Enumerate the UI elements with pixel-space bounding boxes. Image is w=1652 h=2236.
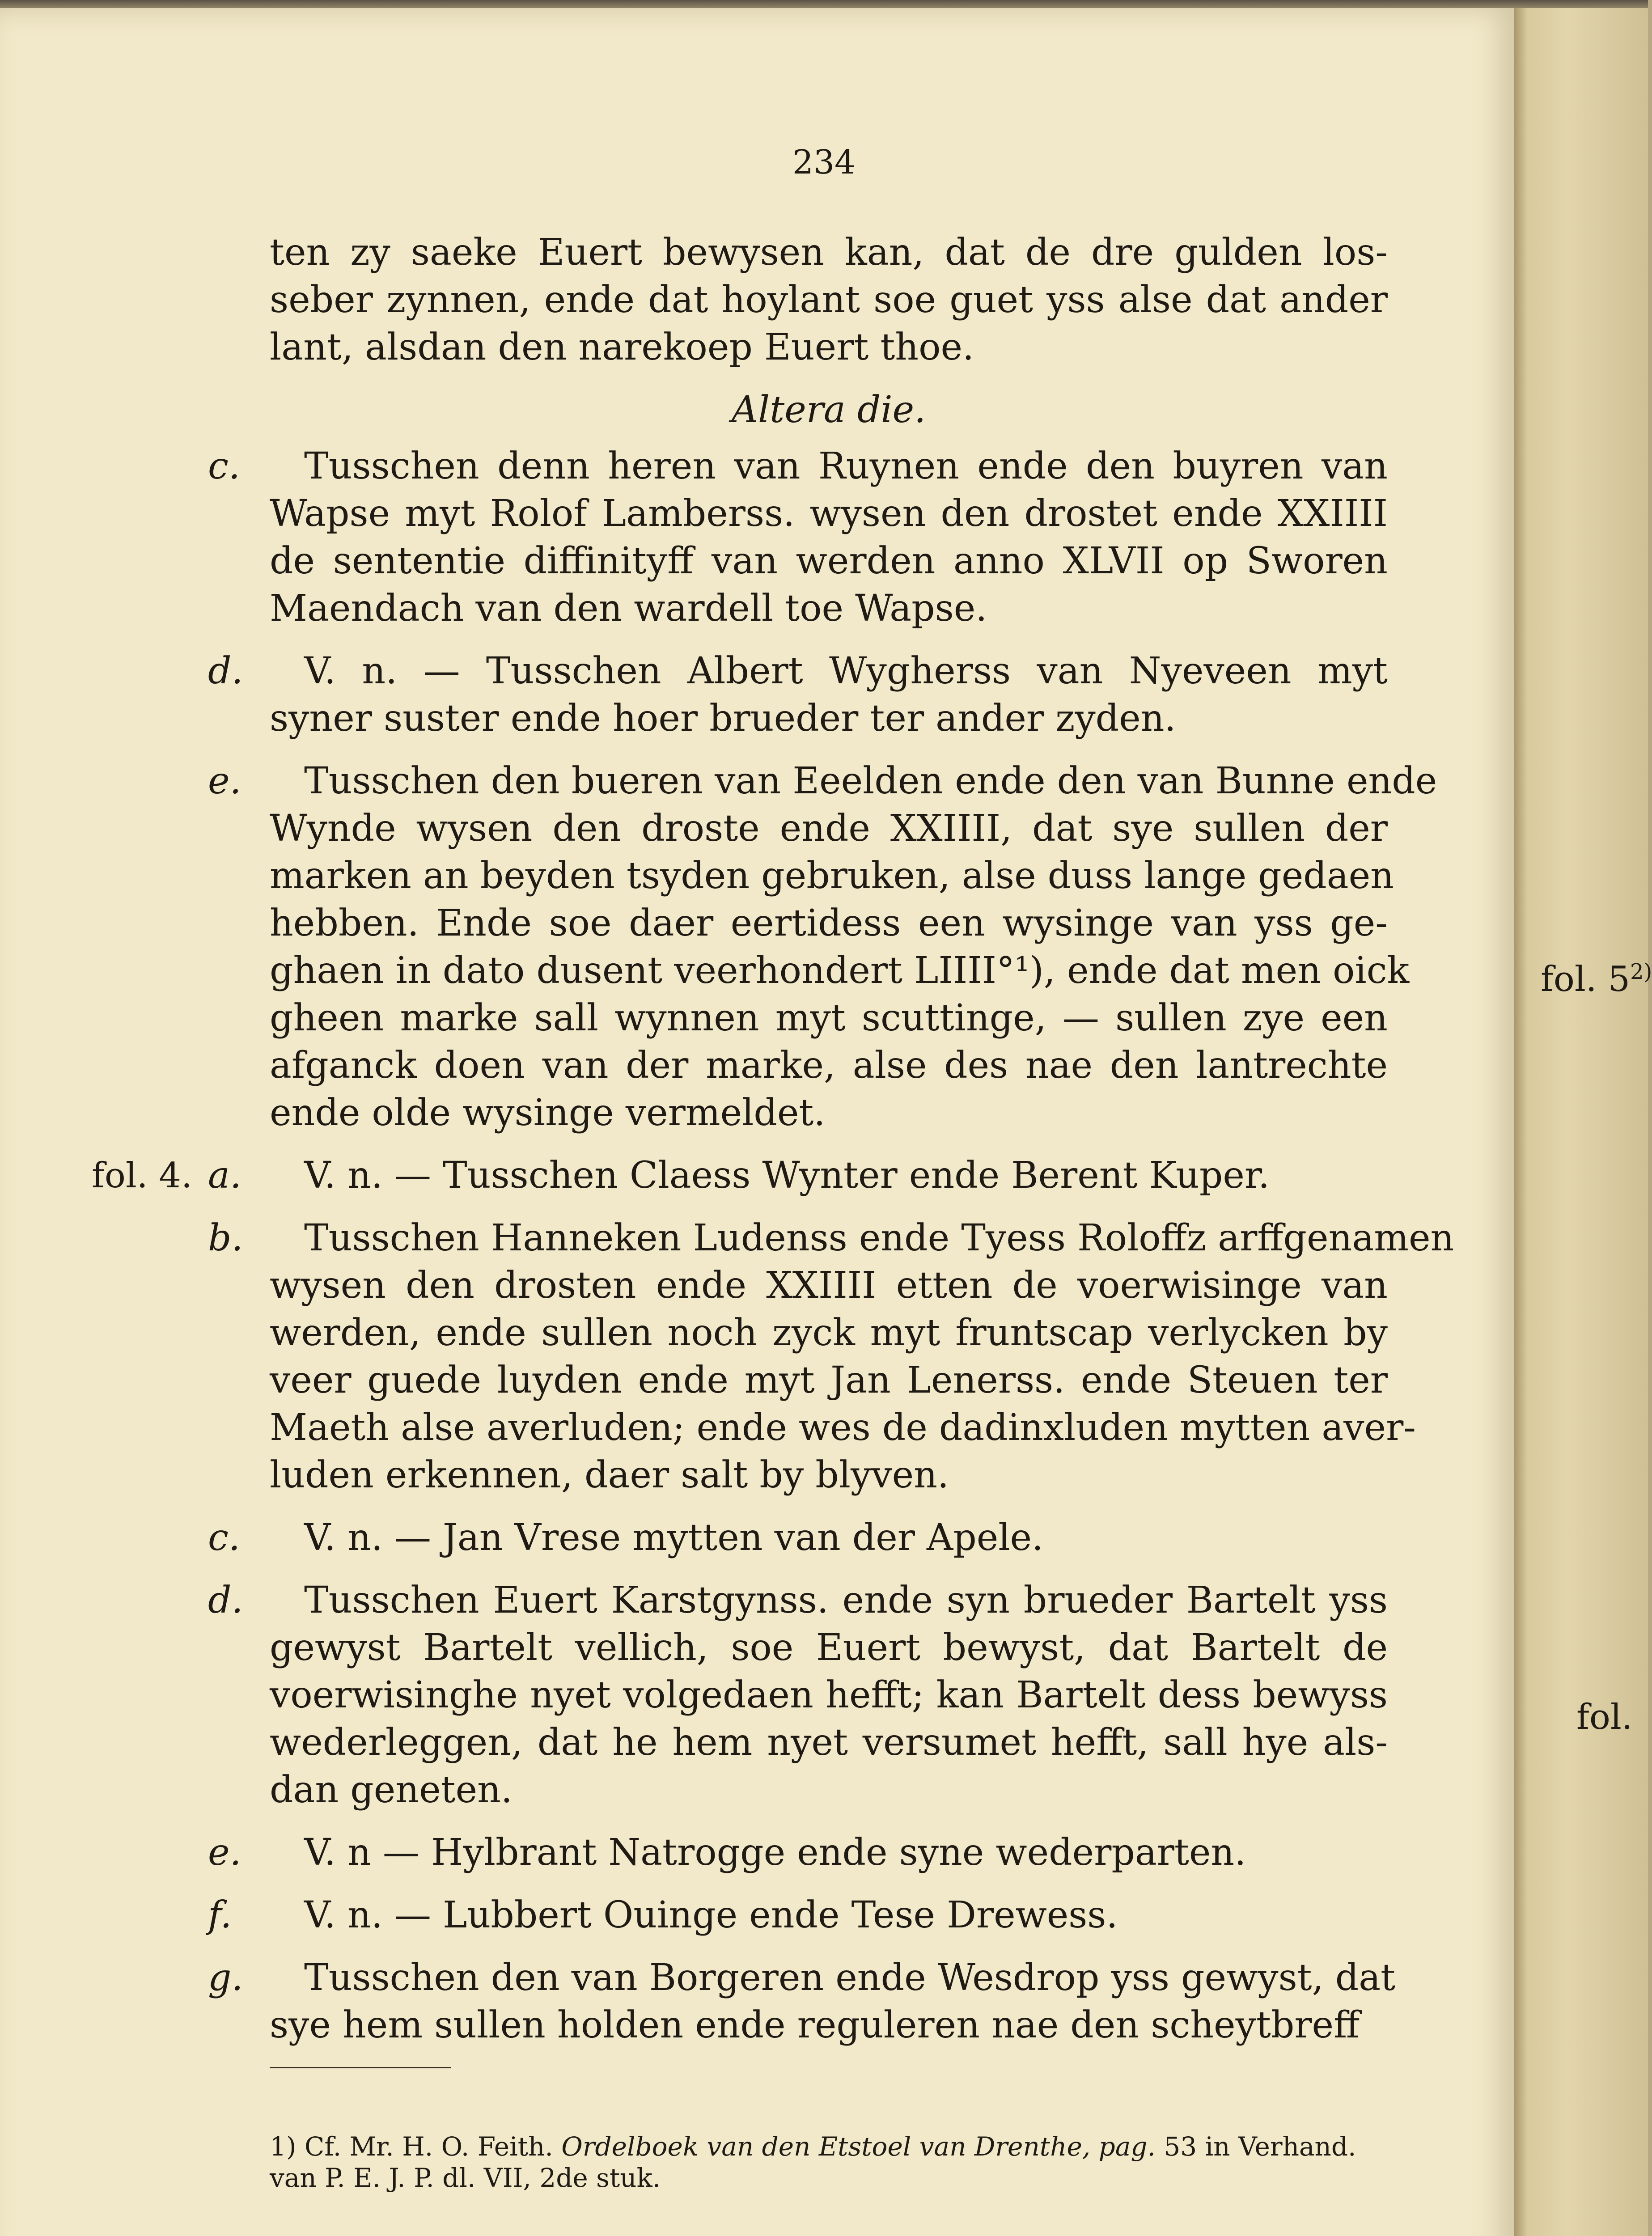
text-line: V. n. — Jan Vrese mytten van der Apele.	[304, 1516, 1044, 1559]
text-line: Maeth alse averluden; ende wes de dadinxluden mytten aver-	[270, 1406, 1416, 1449]
paragraph-label: a.	[208, 1154, 241, 1197]
right-margin-folio-1: fol. 5$^{2)}$	[1541, 959, 1652, 999]
text-line: Wynde wysen den droste ende XXIIII, dat sye sullen der	[270, 807, 1388, 850]
paragraph-label: f.	[208, 1894, 232, 1936]
footnote-line-2: van P. E. J. P. dl. VII, 2de stuk.	[270, 2163, 661, 2193]
text-line: gheen marke sall wynnen myt scuttinge, — sullen zye een	[270, 997, 1388, 1039]
text-line: hebben. Ende soe daer eertidess een wysinge van yss ge-	[270, 902, 1388, 944]
section-heading: Altera die.	[731, 389, 926, 431]
text-line: voerwisinghe nyet volgedaen hefft; kan Bartelt dess bewyss	[270, 1674, 1388, 1716]
text-line: V. n. — Tusschen Albert Wygherss van Nyeveen myt	[304, 650, 1388, 692]
next-page-edge	[1514, 8, 1648, 2236]
paragraph-label: e.	[208, 1831, 241, 1874]
text-line: sye hem sullen holden ende reguleren nae den scheytbreff	[270, 2004, 1360, 2046]
text-line: dan geneten.	[270, 1769, 513, 1811]
text-line: Wapse myt Rolof Lamberss. wysen den drostet ende XXIIII	[270, 492, 1388, 535]
footnote-line-1: 1) Cf. Mr. H. O. Feith. Ordelboek van den Etstoel van Drenthe, pag. 53 in Verhand.	[270, 2131, 1356, 2162]
text-line: Tusschen Euert Karstgynss. ende syn brueder Bartelt yss	[304, 1579, 1388, 1622]
text-line: seber zynnen, ende dat hoylant soe guet yss alse dat ander	[270, 279, 1388, 321]
text-line: luden erkennen, daer salt by blyven.	[270, 1454, 949, 1496]
text-line: Tusschen den van Borgeren ende Wesdrop yss gewyst, dat	[304, 1956, 1396, 1999]
text-line: V. n — Hylbrant Natrogge ende syne wederparten.	[304, 1831, 1246, 1874]
text-line: marken an beyden tsyden gebruken, alse duss lange gedaen	[270, 855, 1394, 897]
paragraph-label: c.	[208, 1516, 240, 1559]
text-line: wederleggen, dat he hem nyet versumet hefft, sall hye als-	[270, 1721, 1388, 1764]
text-line: Maendach van den wardell toe Wapse.	[270, 587, 987, 630]
text-line: lant, alsdan den narekoep Euert thoe.	[270, 326, 974, 368]
paragraph-label: d.	[208, 1579, 243, 1622]
footnote-rule	[270, 2067, 451, 2068]
text-line: Tusschen Hanneken Ludenss ende Tyess Roloffz arffgenamen	[304, 1217, 1454, 1259]
paragraph-label: d.	[208, 650, 243, 692]
text-line: Tusschen den bueren van Eeelden ende den van Bunne ende	[304, 760, 1437, 802]
text-line: gewyst Bartelt vellich, soe Euert bewyst, dat Bartelt de	[270, 1626, 1388, 1669]
text-line: afganck doen van der marke, alse des nae den lantrechte	[270, 1044, 1388, 1087]
paragraph-label: c.	[208, 445, 240, 487]
right-margin-folio-2: fol.	[1576, 1697, 1633, 1737]
text-line: V. n. — Tusschen Claess Wynter ende Berent Kuper.	[304, 1154, 1270, 1197]
paragraph-label: b.	[208, 1217, 243, 1259]
text-line: ten zy saeke Euert bewysen kan, dat de dre gulden los-	[270, 231, 1388, 274]
text-line: syner suster ende hoer brueder ter ander zyden.	[270, 697, 1176, 740]
page-number: 234	[792, 143, 856, 182]
text-line: wysen den drosten ende XXIIII etten de voerwisinge van	[270, 1264, 1388, 1307]
paragraph-label: g.	[208, 1956, 243, 1999]
text-line: werden, ende sullen noch zyck myt fruntscap verlycken by	[270, 1312, 1388, 1354]
text-line: V. n. — Lubbert Ouinge ende Tese Drewess.	[304, 1894, 1118, 1936]
text-line: Tusschen denn heren van Ruynen ende den buyren van	[304, 445, 1388, 487]
text-line: de sententie diffinityff van werden anno XLVII op Sworen	[270, 540, 1388, 582]
text-line: veer guede luyden ende myt Jan Lenerss. ende Steuen ter	[270, 1359, 1388, 1402]
left-margin-folio: fol. 4.	[92, 1156, 192, 1196]
text-line: ende olde wysinge vermeldet.	[270, 1092, 826, 1134]
text-line: ghaen in dato dusent veerhondert LIIII°¹), ende dat men oick	[270, 949, 1410, 992]
paragraph-label: e.	[208, 760, 241, 802]
